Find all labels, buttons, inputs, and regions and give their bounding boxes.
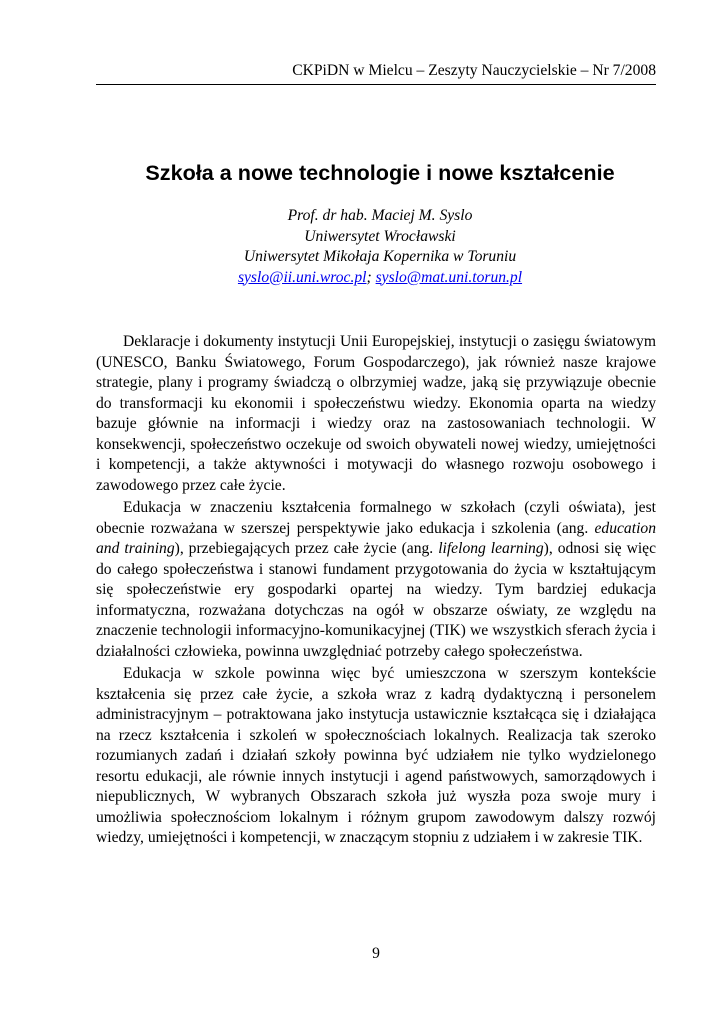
page-number: 9 [372,945,380,962]
affiliation-wroclaw: Uniwersytet Wrocławski [304,227,456,245]
paragraph-1: Deklaracje i dokumenty instytucji Unii Europejskiej, instytucji o zasięgu światowym (UNESCO, Banku Światowego, Forum Gospodarczego), jak również nasze krajowe strategie, plany i programy świadczą o olbrzymiej wadze, jaką się przywiązuje obecnie do transformacji ku ekonomii i społeczeństwu wiedzy. Ekonomia oparta na wiedzy bazuje głównie na informacji i wiedzy oraz na zastosowaniach technologii. W konsekwencji, społeczeństwo oczekuje od swoich obywateli nowej wiedzy, umiejętności i kompetencji, a także aktywności i motywacji do własnego rozwoju osobowego i zawodowego przez całe życie. [96,333,656,494]
affiliation-torun: Uniwersytet Mikołaja Kopernika w Toruniu [243,248,517,265]
email-link-torun[interactable]: syslo@mat.uni.torun.pl [375,268,523,286]
term-education-and-training: education and training [96,519,656,557]
paragraph-2-part-3: ), odnosi się więc do całego społeczeństwa i stanowi fundament przygotowania do życia w kształtującym się społeczeństwie ery gospodarki opartej na wiedzy. Tym bardziej edukacja informatyczna, rozważana dotychczas na ogół w obszarze oświaty, ze względu na znaczenie technologii informacyjno-komunikacyjnej (TIK) we wszystkich sferach życia i działalności człowieka, powinna uwzględniać potrzeby całego społeczeństwa. [96,540,657,660]
email-link-wroclaw[interactable]: syslo@ii.uni.wroc.pl [237,268,367,286]
term-lifelong-learning: lifelong learning [438,540,544,557]
header-divider [96,84,656,85]
running-header: CKPiDN w Mielcu – Zeszyty Nauczycielskie – Nr 7/2008 [292,62,656,79]
author-name: Prof. dr hab. Maciej M. Syslo [287,207,473,224]
email-separator: ; [366,268,376,286]
email-line [80,268,680,289]
article-title: Szkoła a nowe technologie i nowe kształcenie [145,160,615,185]
paragraph-3: Edukacja w szkole powinna więc być umieszczona w szerszym kontekście kształcenia się przez całe życie, a szkoła wraz z kadrą dydaktyczną i personelem administracyjnym – potraktowana jako instytucja ustawicznie kształcąca się i działająca na rzecz kształcenia i szkoleń w społecznościach lokalnych. Realizacja tak szeroko rozumianych zadań i działań szkoły powinna być udziałem nie tylko wydzielonego resortu edukacji, ale równie innych instytucji i agend państwowych, samorządowych i niepublicznych, W wybranych Obszarach szkoła już wyszła poza swoje mury i umożliwia społecznościom lokalnym i różnym grupom zawodowym dalszy rozwój wiedzy, umiejętności i kompetencji, w znaczącym stopniu z udziałem i w zakresie TIK. [96,665,656,846]
paragraph-2-part-2: ), przebiegających przez całe życie (ang. [174,540,439,557]
paragraph-2 [96,498,656,662]
paragraph-2-part-1: Edukacja w znaczeniu kształcenia formalnego w szkołach (czyli oświata), jest obecnie rozważana w szerszej perspektywie jako edukacja i szkolenia (ang. [96,499,656,537]
article-body [96,332,656,849]
author-block [80,206,680,288]
